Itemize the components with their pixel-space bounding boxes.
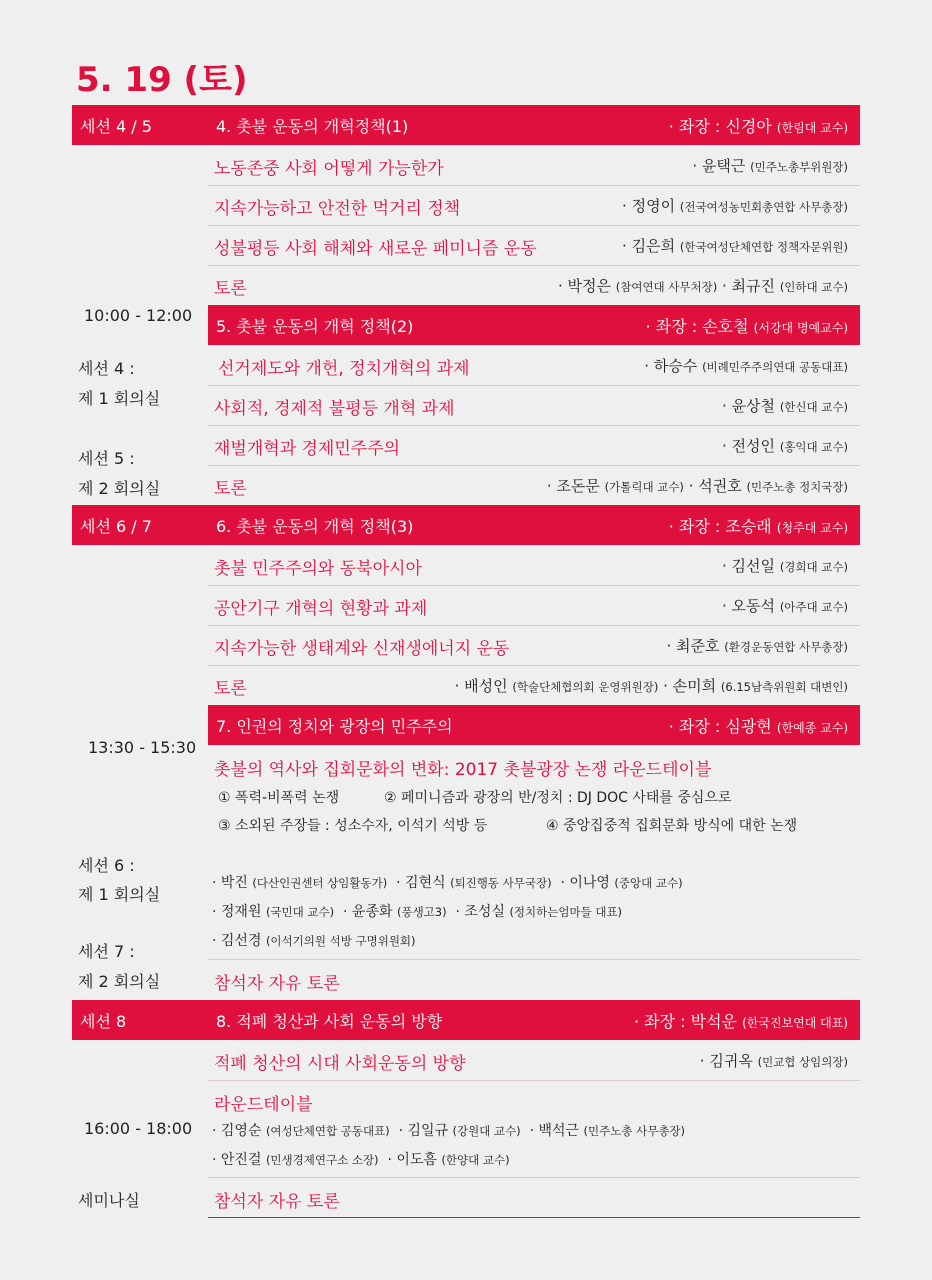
- program-row: [208, 345, 860, 386]
- session-chair: · 좌장 : 박석운 (한국진보연대 대표): [633, 1012, 848, 1031]
- discussion-label: 토론: [214, 279, 247, 299]
- speaker: · 정영이 (전국여성농민회총연합 사무총장): [622, 197, 848, 215]
- roundtable-topic: ② 페미니즘과 광장의 반/정치 : DJ DOC 사태를 중심으로: [384, 790, 732, 806]
- room-label: 세션 5 :: [78, 449, 135, 468]
- room-name: 제 2 회의실: [78, 972, 161, 991]
- program-row: [208, 545, 860, 586]
- speaker: · 전성인 (홍익대 교수): [722, 437, 848, 455]
- speaker: · 김은희 (한국여성단체연합 정책자문위원): [622, 237, 848, 255]
- time-slot: 16:00 - 18:00: [84, 1119, 193, 1138]
- topic: 재벌개혁과 경제민주주의: [214, 439, 401, 459]
- panelist-list: · 안진걸 (민생경제연구소 소장) · 이도흠 (한양대 교수): [212, 1152, 510, 1168]
- bottom-rule: [208, 1217, 860, 1218]
- room-name: 제 2 회의실: [78, 479, 161, 498]
- speaker: · 최준호 (환경운동연합 사무총장): [666, 637, 848, 655]
- topic: 지속가능하고 안전한 먹거리 정책: [214, 199, 461, 219]
- speaker: · 하승수 (비례민주주의연대 공동대표): [644, 357, 848, 375]
- discussants: · 배성인 (학술단체협의회 운영위원장) · 손미희 (6.15남측위원회 대변인): [454, 677, 848, 695]
- session-title: 8. 적폐 청산과 사회 운동의 방향: [216, 1012, 443, 1031]
- divider: [208, 959, 860, 960]
- session-chair: · 좌장 : 손호철 (서강대 명예교수): [645, 317, 848, 336]
- room-label: 세션 6 :: [78, 856, 135, 875]
- program-row: [208, 585, 860, 626]
- session-title: 7. 인권의 정치와 광장의 민주주의: [216, 717, 453, 736]
- topic: 지속가능한 생태계와 신재생에너지 운동: [214, 639, 510, 659]
- session-title: 4. 촛불 운동의 개혁정책(1): [216, 117, 409, 136]
- topic: 노동존중 사회 어떻게 가능한가: [214, 159, 444, 179]
- session-5-header: [208, 305, 860, 345]
- time-slot: 10:00 - 12:00: [84, 306, 193, 325]
- roundtable-topic: ④ 중앙집중적 집회문화 방식에 대한 논쟁: [546, 818, 798, 834]
- room-name: 제 1 회의실: [78, 885, 161, 904]
- session-label: 세션 8: [80, 1012, 127, 1031]
- program-row: [208, 145, 860, 186]
- discussion-row: [208, 465, 860, 505]
- discussants: · 박정은 (참여연대 사무처장) · 최규진 (인하대 교수): [557, 277, 848, 295]
- speaker: · 윤택근 (민주노총부위원장): [692, 157, 848, 175]
- session-chair: · 좌장 : 조승래 (청주대 교수): [668, 517, 848, 536]
- panelist-list: · 김선경 (이석기의원 석방 구명위원회): [212, 933, 416, 949]
- roundtable-topic: ③ 소외된 주장들 : 성소수자, 이석기 석방 등: [218, 818, 488, 834]
- room-label: 세션 4 :: [78, 359, 135, 378]
- free-discussion: 참석자 자유 토론: [214, 974, 340, 994]
- topic: 적폐 청산의 시대 사회운동의 방향: [214, 1054, 466, 1074]
- program-row: [208, 385, 860, 426]
- discussants: · 조돈문 (가톨릭대 교수) · 석권호 (민주노총 정치국장): [546, 477, 848, 495]
- session-title: 5. 촛불 운동의 개혁 정책(2): [216, 317, 414, 336]
- free-discussion: 참석자 자유 토론: [214, 1192, 340, 1212]
- session-chair: · 좌장 : 신경아 (한림대 교수): [668, 117, 848, 136]
- speaker: · 윤상철 (한신대 교수): [722, 397, 848, 415]
- session-7-header: [208, 705, 860, 745]
- topic: 선거제도와 개헌, 정치개혁의 과제: [218, 359, 470, 379]
- session-label: 세션 6 / 7: [80, 517, 152, 536]
- speaker: · 오동석 (아주대 교수): [722, 597, 848, 615]
- session-6-header: [72, 505, 860, 545]
- session-chair: · 좌장 : 심광현 (한예종 교수): [668, 717, 848, 736]
- discussion-row: [208, 665, 860, 705]
- topic: 사회적, 경제적 불평등 개혁 과제: [214, 399, 455, 419]
- topic: 촛불 민주주의와 동북아시아: [214, 559, 422, 579]
- room-name: 세미나실: [78, 1191, 140, 1210]
- topic: 공안기구 개혁의 현황과 과제: [214, 599, 428, 619]
- discussion-row: [208, 265, 860, 305]
- program-row: [208, 185, 860, 226]
- room-label: 세션 7 :: [78, 942, 135, 961]
- session-4-header: [72, 105, 860, 145]
- panelist-list: · 박진 (다산인권센터 상임활동가) · 김현식 (퇴진행동 사무국장) · 이나영 (중앙대 교수): [212, 875, 683, 891]
- session-8-header: [72, 1000, 860, 1040]
- room-name: 제 1 회의실: [78, 389, 161, 408]
- speaker: · 김귀옥 (민교협 상임의장): [699, 1052, 848, 1070]
- program-row: [208, 1040, 860, 1081]
- discussion-label: 토론: [214, 679, 247, 699]
- discussion-label: 토론: [214, 479, 247, 499]
- session-title: 6. 촛불 운동의 개혁 정책(3): [216, 517, 414, 536]
- roundtable-topic: ① 폭력-비폭력 논쟁: [218, 790, 340, 806]
- roundtable-label: 라운드테이블: [214, 1095, 313, 1115]
- topic: 성불평등 사회 해체와 새로운 페미니즘 운동: [214, 239, 537, 259]
- speaker: · 김선일 (경희대 교수): [722, 557, 848, 575]
- divider: [208, 1177, 860, 1178]
- roundtable-title: 촛불의 역사와 집회문화의 변화: 2017 촛불광장 논쟁 라운드테이블: [214, 760, 712, 780]
- program-row: [208, 425, 860, 466]
- program-row: [208, 625, 860, 666]
- panelist-list: · 김영순 (여성단체연합 공동대표) · 김일규 (강원대 교수) · 백석근 (민주노총 사무총장): [212, 1123, 686, 1139]
- date-title: 5. 19 (토): [76, 60, 248, 100]
- program-row: [208, 225, 860, 266]
- session-label: 세션 4 / 5: [80, 117, 152, 136]
- time-slot: 13:30 - 15:30: [88, 738, 197, 757]
- panelist-list: · 정재원 (국민대 교수) · 윤종화 (풍생고3) · 조성실 (정치하는엄마들 대표): [212, 904, 623, 920]
